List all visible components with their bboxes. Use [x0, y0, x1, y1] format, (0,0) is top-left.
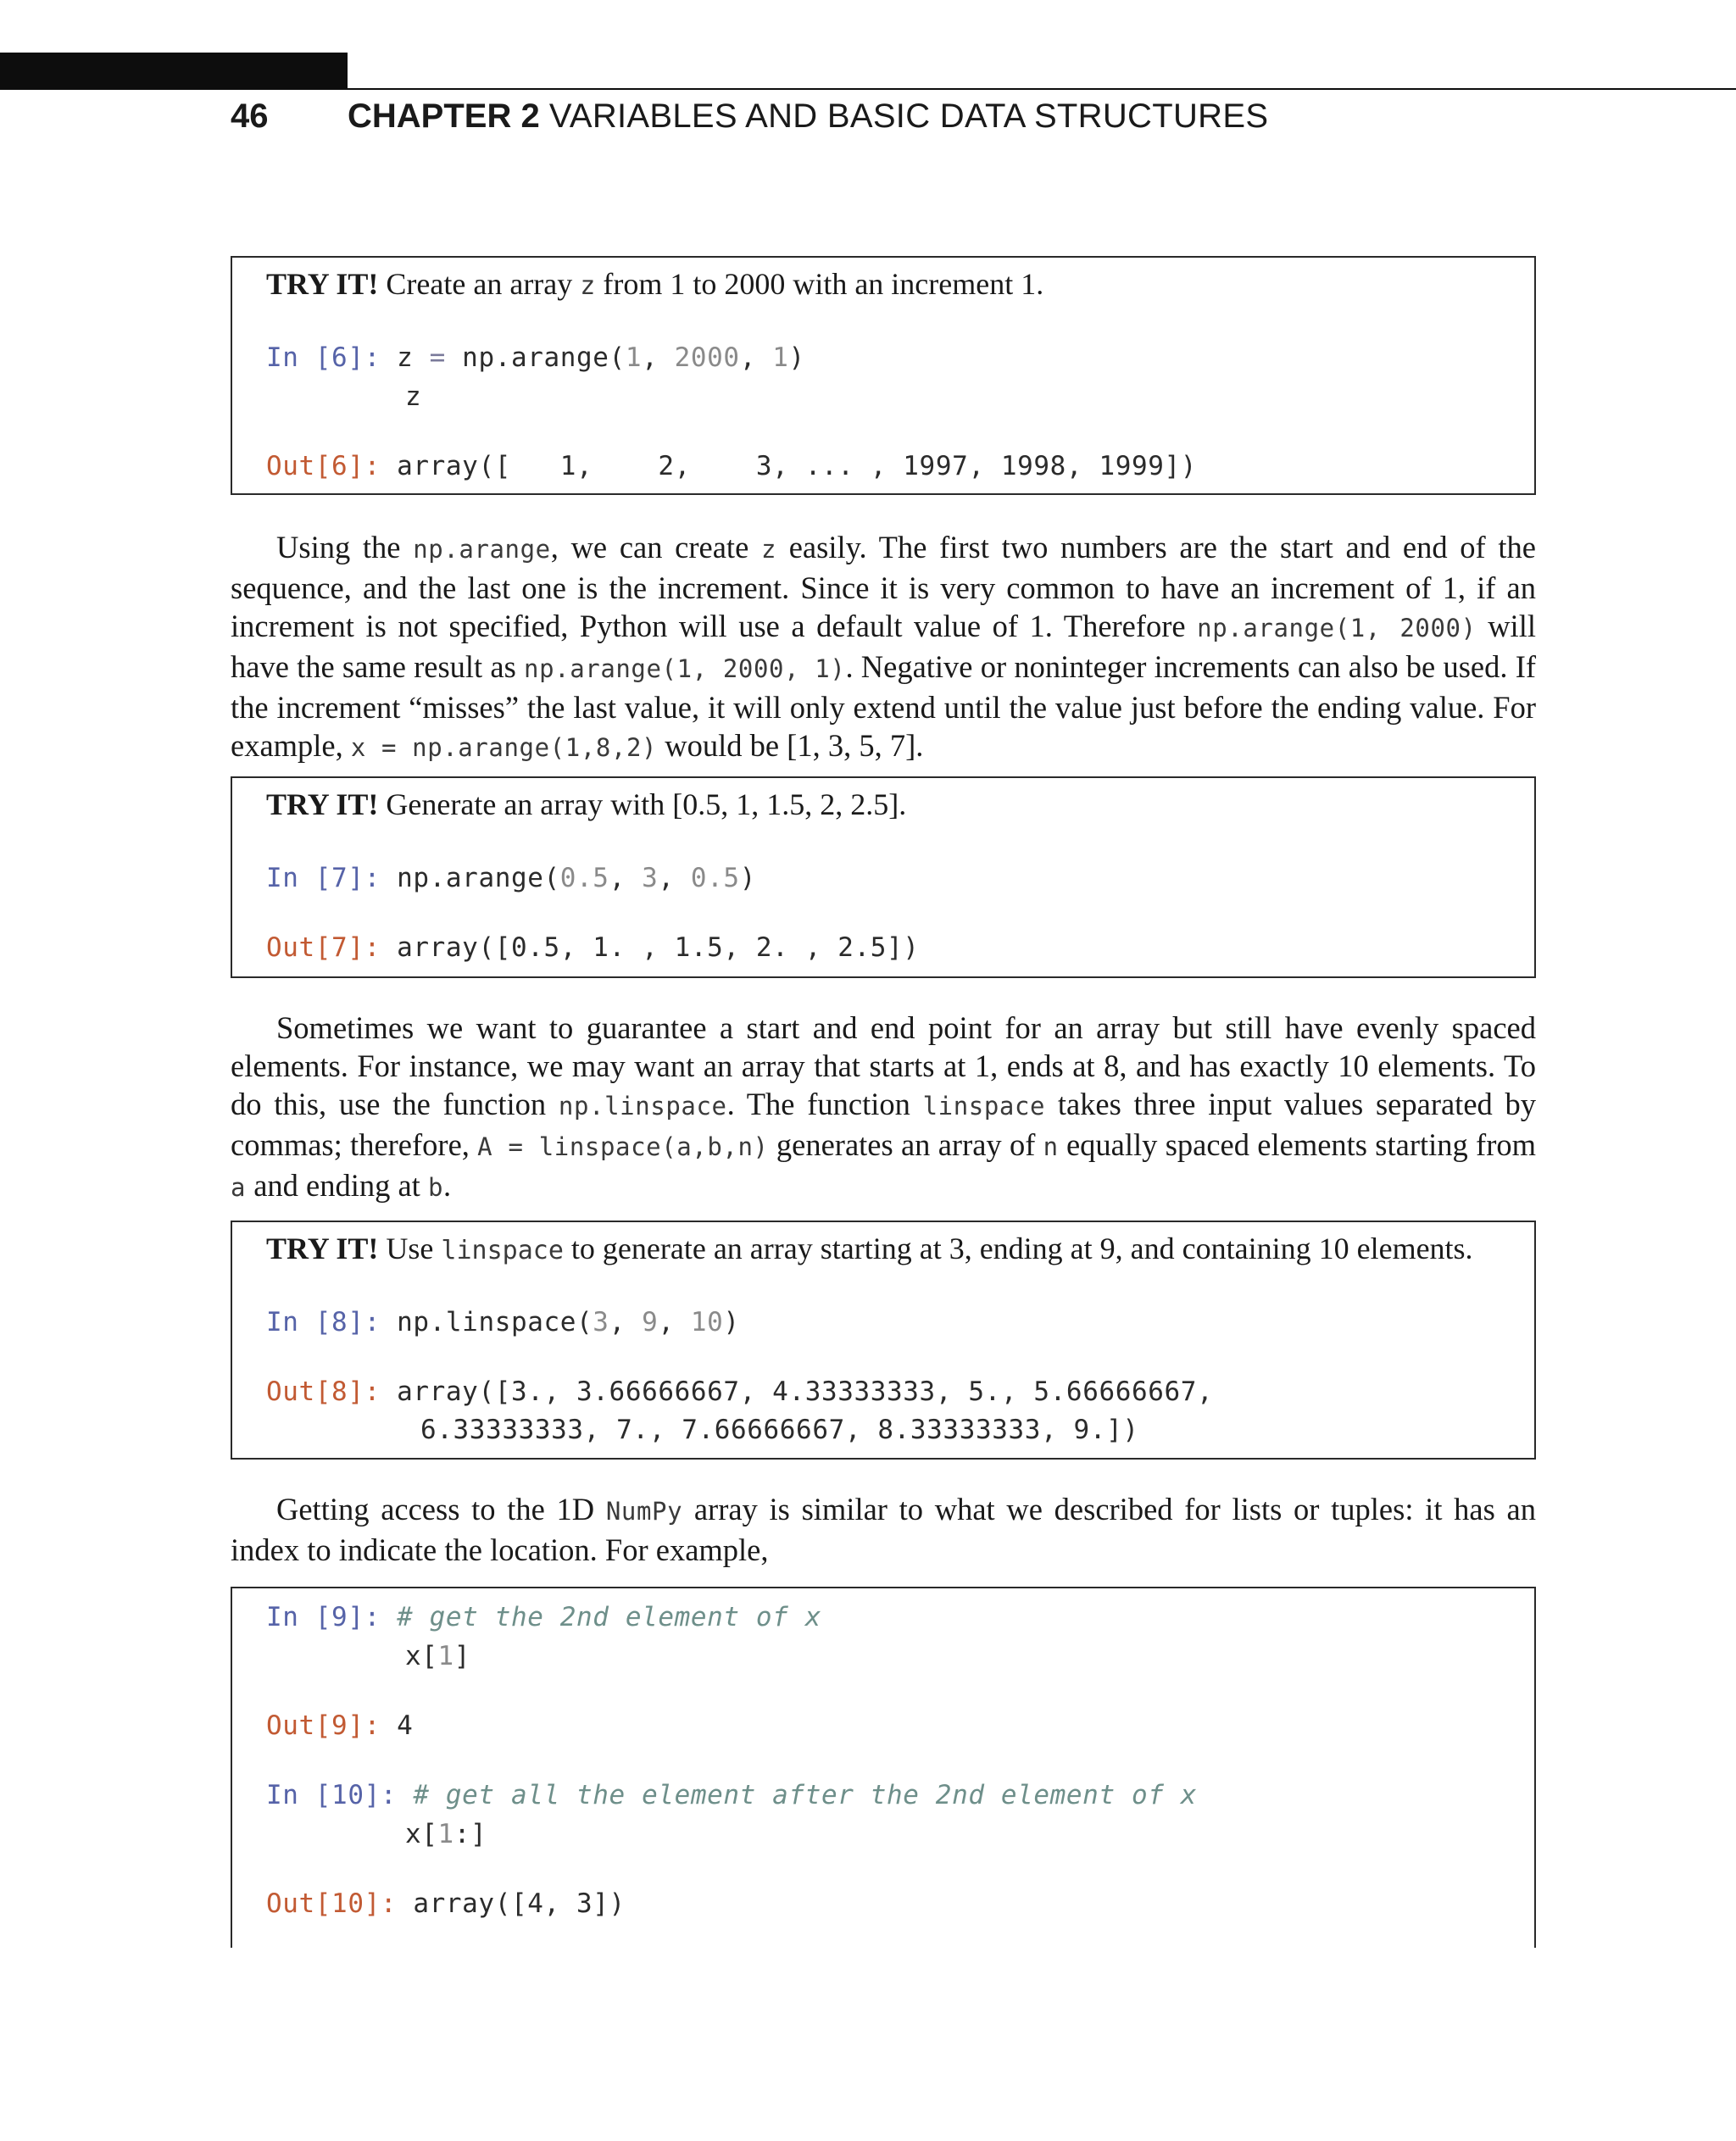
- output-text: array([4, 3]): [397, 1888, 626, 1919]
- chapter-title: VARIABLES AND BASIC DATA STRUCTURES: [548, 97, 1269, 135]
- code-input-line: [266, 861, 756, 895]
- inline-code: a: [231, 1173, 247, 1202]
- box-heading: [266, 1229, 1473, 1271]
- text-run: takes three input values separated by commas; therefore,: [231, 1087, 1536, 1162]
- output-prompt: Out[7]:: [266, 932, 381, 963]
- output-prompt: Out[8]:: [266, 1376, 381, 1407]
- code-input-line-2: [405, 1639, 470, 1673]
- body-paragraph-3: [231, 1490, 1536, 1569]
- text-run: and ending at: [246, 1168, 428, 1203]
- output-text: array([ 1, 2, 3, ... , 1997, 1998, 1999]): [380, 451, 1198, 481]
- code-text: :]: [453, 1819, 487, 1849]
- code-text: ]: [453, 1641, 471, 1671]
- text-run: would be [1, 3, 5, 7].: [657, 728, 924, 763]
- inline-code: np.arange: [413, 535, 551, 564]
- heading-text: Use: [378, 1232, 442, 1265]
- code-input-line-2: z: [405, 381, 422, 412]
- code-number: 1: [437, 1819, 454, 1849]
- inline-code: A = linspace(a,b,n): [477, 1132, 769, 1161]
- text-run: Sometimes we want to guarantee a start and end point for an array but still have evenly spaced elements. For instance, we may want an array that starts at 1, ends at 8, and has exactly 10 elements. To do this, use the function: [231, 1010, 1536, 1121]
- code-number: 3: [642, 863, 659, 893]
- code-operator: =: [429, 342, 446, 373]
- text-run: . The function: [726, 1087, 923, 1121]
- text-run: equally spaced elements starting from: [1058, 1127, 1536, 1162]
- output-text: 4: [380, 1710, 414, 1741]
- code-text: ,: [739, 342, 773, 373]
- code-output-line-2: 6.33333333, 7., 7.66666667, 8.33333333, 9.]): [420, 1415, 1139, 1445]
- code-number: 3: [593, 1307, 609, 1337]
- inline-code: z: [760, 535, 777, 564]
- heading-text: from 1 to 2000 with an increment 1.: [595, 267, 1044, 301]
- box-heading: [266, 785, 906, 824]
- code-output-line: [266, 1375, 1213, 1409]
- body-paragraph-2: [231, 1009, 1536, 1207]
- try-it-box-2: [231, 776, 1536, 978]
- header-black-bar: [0, 53, 348, 90]
- inline-code: b: [427, 1173, 444, 1202]
- code-comment: # get the 2nd element of x: [380, 1602, 821, 1632]
- try-it-box-1: [231, 256, 1536, 495]
- code-text: ,: [609, 1307, 643, 1337]
- inline-code: np.arange(1, 2000, 1): [524, 654, 846, 683]
- body-paragraph-1: [231, 528, 1536, 767]
- code-text: ,: [658, 863, 691, 893]
- code-comment: # get all the element after the 2nd element of x: [397, 1780, 1198, 1810]
- try-it-label: TRY IT!: [266, 267, 379, 301]
- text-run: Using the: [276, 530, 414, 564]
- text-run: Getting access to the 1D: [276, 1492, 606, 1527]
- box-heading: [266, 264, 1043, 306]
- text-run: , we can create: [550, 530, 761, 564]
- code-number: 1: [625, 342, 643, 373]
- code-number: 0.5: [559, 863, 609, 893]
- code-input-line-2: [405, 1817, 487, 1851]
- code-text: ): [739, 863, 756, 893]
- input-prompt: In [10]:: [266, 1780, 398, 1810]
- code-text: ,: [642, 342, 675, 373]
- text-run: generates an array of: [768, 1127, 1043, 1162]
- try-it-box-3: [231, 1221, 1536, 1460]
- code-text: x[: [405, 1641, 438, 1671]
- output-text: array([0.5, 1. , 1.5, 2. , 2.5]): [380, 932, 920, 963]
- code-output-line: [266, 1887, 626, 1921]
- code-output-line: [266, 449, 1197, 483]
- text-run: array is similar to what we described for lists or tuples: it has an index to indicate the location. For example,: [231, 1492, 1536, 1567]
- chapter-label: CHAPTER 2: [348, 97, 540, 135]
- code-box-4: [231, 1587, 1536, 1948]
- code-number: 1: [437, 1641, 454, 1671]
- inline-code: linspace: [922, 1092, 1046, 1121]
- text-run: will have the same result as: [231, 609, 1536, 684]
- code-number: 9: [642, 1307, 659, 1337]
- code-text: ): [788, 342, 805, 373]
- inline-code: np.linspace: [558, 1092, 727, 1121]
- code-text: x[: [405, 1819, 438, 1849]
- code-number: 0.5: [690, 863, 740, 893]
- code-text: np.linspace(: [380, 1307, 593, 1337]
- try-it-label: TRY IT!: [266, 787, 379, 821]
- inline-code: np.arange(1, 2000): [1197, 614, 1477, 642]
- code-input-line: [266, 1305, 740, 1339]
- heading-text: Generate an array with [0.5, 1, 1.5, 2, 2.5].: [378, 787, 907, 821]
- output-prompt: Out[10]:: [266, 1888, 398, 1919]
- header-rule: [0, 88, 1736, 90]
- text-run: .: [443, 1168, 452, 1203]
- code-input-line: [266, 1600, 821, 1634]
- input-prompt: In [7]:: [266, 863, 381, 893]
- output-prompt: Out[6]:: [266, 451, 381, 481]
- output-prompt: Out[9]:: [266, 1710, 381, 1741]
- heading-code: linspace: [441, 1236, 564, 1265]
- heading-text: to generate an array starting at 3, ending at 9, and containing 10 elements.: [563, 1232, 1473, 1265]
- code-number: 1: [772, 342, 789, 373]
- code-number: 10: [690, 1307, 724, 1337]
- code-text: ,: [609, 863, 643, 893]
- text-run: easily. The first two numbers are the start and end of the sequence, and the last one is the increment. Since it is very common to have an increment of 1, if an increment is not specified, Python will use a default value of 1. Therefore: [231, 530, 1536, 643]
- code-output-line: [266, 1709, 413, 1743]
- heading-code: z: [580, 271, 596, 301]
- code-text: ): [723, 1307, 740, 1337]
- text-run: . Negative or noninteger increments can also be used. If the increment “misses” the last value, it will only extend until the value just before the ending value. For example,: [231, 649, 1537, 763]
- heading-text: Create an array: [378, 267, 581, 301]
- inline-code: NumPy: [605, 1497, 683, 1526]
- code-input-line: [266, 1778, 1197, 1812]
- code-text: z: [380, 342, 430, 373]
- running-head: [348, 95, 1268, 137]
- code-text: ,: [658, 1307, 691, 1337]
- inline-code: n: [1043, 1132, 1059, 1161]
- output-text: array([3., 3.66666667, 4.33333333, 5., 5.66666667,: [380, 1376, 1214, 1407]
- input-prompt: In [9]:: [266, 1602, 381, 1632]
- input-prompt: In [8]:: [266, 1307, 381, 1337]
- code-input-line: [266, 341, 805, 375]
- inline-code: x = np.arange(1,8,2): [350, 733, 658, 762]
- input-prompt: In [6]:: [266, 342, 381, 373]
- page-number: 46: [231, 97, 269, 135]
- code-text: np.arange(: [380, 863, 560, 893]
- code-output-line: [266, 931, 920, 965]
- try-it-label: TRY IT!: [266, 1232, 379, 1265]
- code-number: 2000: [674, 342, 740, 373]
- code-text: np.arange(: [445, 342, 626, 373]
